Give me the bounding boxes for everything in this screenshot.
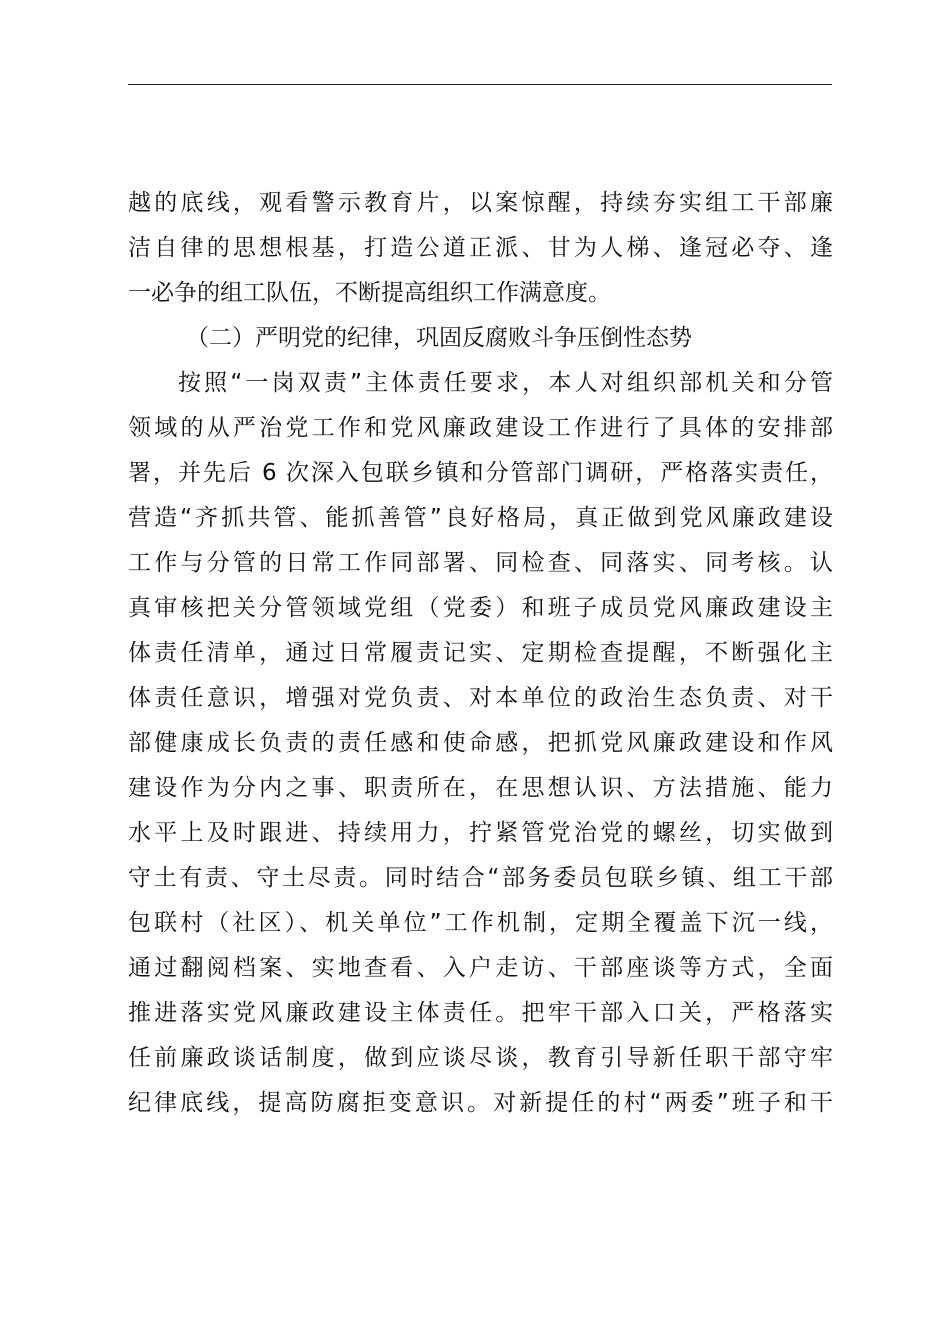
paragraph-line: 按照“一岗双责”主体责任要求，本人对组织部机关和分管	[178, 370, 833, 396]
paragraph-line: 任前廉政谈话制度，做到应谈尽谈，教育引导新任职干部守牢	[128, 1045, 833, 1071]
paragraph-line: 水平上及时跟进、持续用力，拧紧管党治党的螺丝，切实做到	[128, 820, 833, 846]
paragraph-line: 体责任清单，通过日常履责记实、定期检查提醒，不断强化主	[128, 640, 833, 666]
paragraph-line: 署，并先后 6 次深入包联乡镇和分管部门调研，严格落实责任，	[128, 460, 833, 486]
paragraph-line: 包联村（社区）、机关单位”工作机制，定期全覆盖下沉一线，	[128, 910, 833, 936]
paragraph-line: 纪律底线，提高防腐拒变意识。对新提任的村“两委”班子和干	[128, 1090, 833, 1116]
paragraph-line: 工作与分管的日常工作同部署、同检查、同落实、同考核。认	[128, 550, 833, 576]
paragraph-line: 推进落实党风廉政建设主体责任。把牢干部入口关，严格落实	[128, 1000, 833, 1026]
paragraph-line: 领域的从严治党工作和党风廉政建设工作进行了具体的安排部	[128, 415, 833, 441]
paragraph-line: 守土有责、守土尽责。同时结合“部务委员包联乡镇、组工干部	[128, 865, 833, 891]
paragraph-line: 一必争的组工队伍，不断提高组织工作满意度。	[128, 280, 611, 306]
paragraph-line: 营造“齐抓共管、能抓善管”良好格局，真正做到党风廉政建设	[128, 505, 833, 531]
paragraph-2	[128, 361, 833, 1126]
paragraph-line: 越的底线，观看警示教育片，以案惊醒，持续夯实组工干部廉	[128, 190, 833, 216]
section-heading: （二）严明党的纪律，巩固反腐败斗争压倒性态势	[186, 325, 692, 351]
paragraph-line: 真审核把关分管领域党组（党委）和班子成员党风廉政建设主	[128, 595, 833, 621]
paragraph-line: 部健康成长负责的责任感和使命感，把抓党风廉政建设和作风	[128, 730, 833, 756]
paragraph-line: 建设作为分内之事、职责所在，在思想认识、方法措施、能力	[128, 775, 833, 801]
document-body	[128, 181, 833, 1126]
paragraph-line: 洁自律的思想根基，打造公道正派、甘为人梯、逢冠必夺、逢	[128, 235, 833, 261]
header-rule	[128, 84, 832, 85]
paragraph-line: 通过翻阅档案、实地查看、入户走访、干部座谈等方式，全面	[128, 955, 833, 981]
paragraph-1	[128, 181, 833, 316]
paragraph-line: 体责任意识，增强对党负责、对本单位的政治生态负责、对干	[128, 685, 833, 711]
